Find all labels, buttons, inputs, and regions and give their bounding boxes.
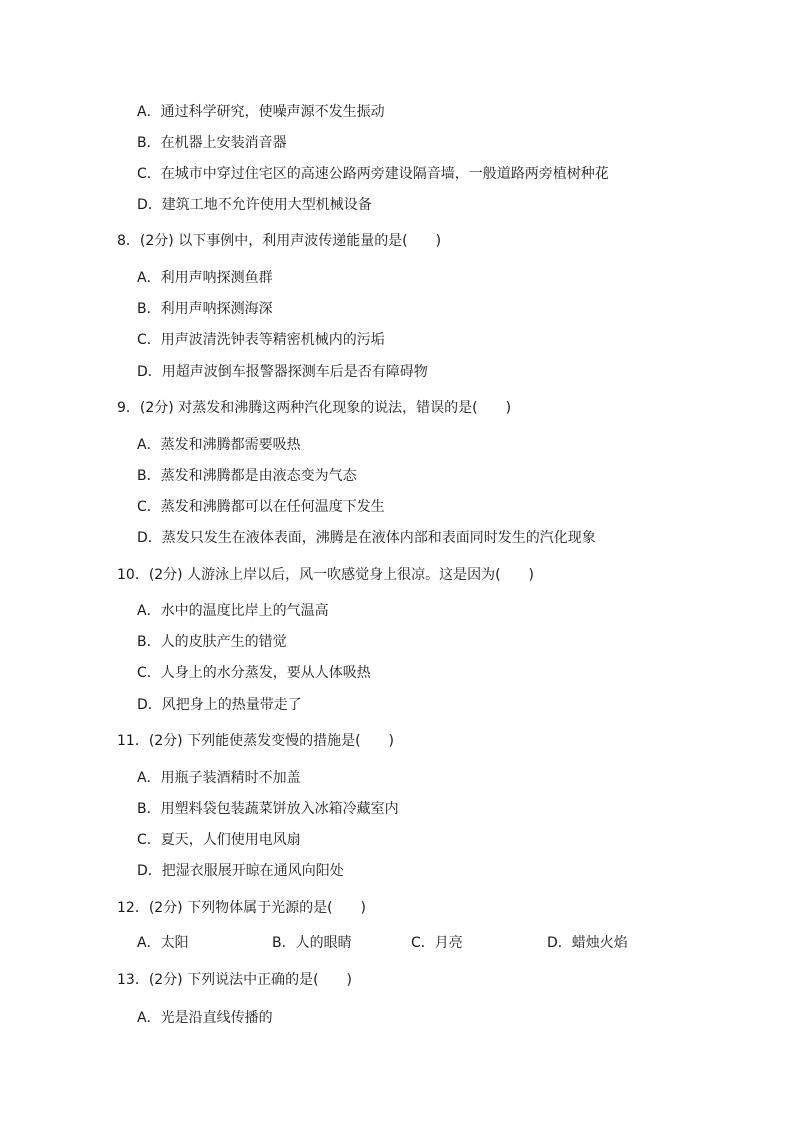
option-12a: A．太阳 bbox=[137, 935, 189, 951]
option-10d: D．风把身上的热量带走了 bbox=[137, 697, 302, 713]
option-13a: A．光是沿直线传播的 bbox=[137, 1010, 273, 1026]
question-13-stem: 13．(2分) 下列说法中正确的是( ) bbox=[117, 972, 353, 988]
option-8d: D．用超声波倒车报警器探测车后是否有障碍物 bbox=[137, 364, 428, 380]
question-10-stem: 10．(2分) 人游泳上岸以后，风一吹感觉身上很凉。这是因为( ) bbox=[117, 567, 535, 583]
option-7d: D．建筑工地不允许使用大型机械设备 bbox=[137, 197, 372, 213]
option-8c: C．用声波清洗钟表等精密机械内的污垢 bbox=[137, 332, 385, 348]
option-8a: A．利用声呐探测鱼群 bbox=[137, 270, 273, 286]
options-row-12 bbox=[137, 933, 697, 953]
option-12c: C．月亮 bbox=[411, 935, 463, 951]
option-11c: C．夏天，人们使用电风扇 bbox=[137, 832, 301, 848]
question-8-stem: 8．(2分) 以下事例中，利用声波传递能量的是( ) bbox=[117, 233, 442, 249]
option-12d: D．蜡烛火焰 bbox=[547, 935, 628, 951]
option-7c: C．在城市中穿过住宅区的高速公路两旁建设隔音墙，一般道路两旁植树种花 bbox=[137, 166, 609, 182]
option-9d: D．蒸发只发生在液体表面，沸腾是在液体内部和表面同时发生的汽化现象 bbox=[137, 530, 596, 546]
option-11b: B．用塑料袋包装蔬菜饼放入冰箱冷藏室内 bbox=[137, 801, 399, 817]
option-10a: A．水中的温度比岸上的气温高 bbox=[137, 603, 329, 619]
option-11a: A．用瓶子装酒精时不加盖 bbox=[137, 770, 301, 786]
option-12b: B．人的眼睛 bbox=[272, 935, 352, 951]
option-7b: B．在机器上安装消音器 bbox=[137, 135, 287, 151]
option-8b: B．利用声呐探测海深 bbox=[137, 301, 273, 317]
option-9c: C．蒸发和沸腾都可以在任何温度下发生 bbox=[137, 499, 385, 515]
question-11-stem: 11．(2分) 下列能使蒸发变慢的措施是( ) bbox=[117, 733, 395, 749]
option-10b: B．人的皮肤产生的错觉 bbox=[137, 634, 287, 650]
option-9a: A．蒸发和沸腾都需要吸热 bbox=[137, 437, 301, 453]
option-10c: C．人身上的水分蒸发，要从人体吸热 bbox=[137, 665, 371, 681]
option-7a: A．通过科学研究，使噪声源不发生振动 bbox=[137, 104, 385, 120]
question-9-stem: 9．(2分) 对蒸发和沸腾这两种汽化现象的说法，错误的是( ) bbox=[117, 400, 512, 416]
option-9b: B．蒸发和沸腾都是由液态变为气态 bbox=[137, 468, 357, 484]
question-12-stem: 12．(2分) 下列物体属于光源的是( ) bbox=[117, 900, 367, 916]
option-11d: D．把湿衣服展开晾在通风向阳处 bbox=[137, 863, 344, 879]
